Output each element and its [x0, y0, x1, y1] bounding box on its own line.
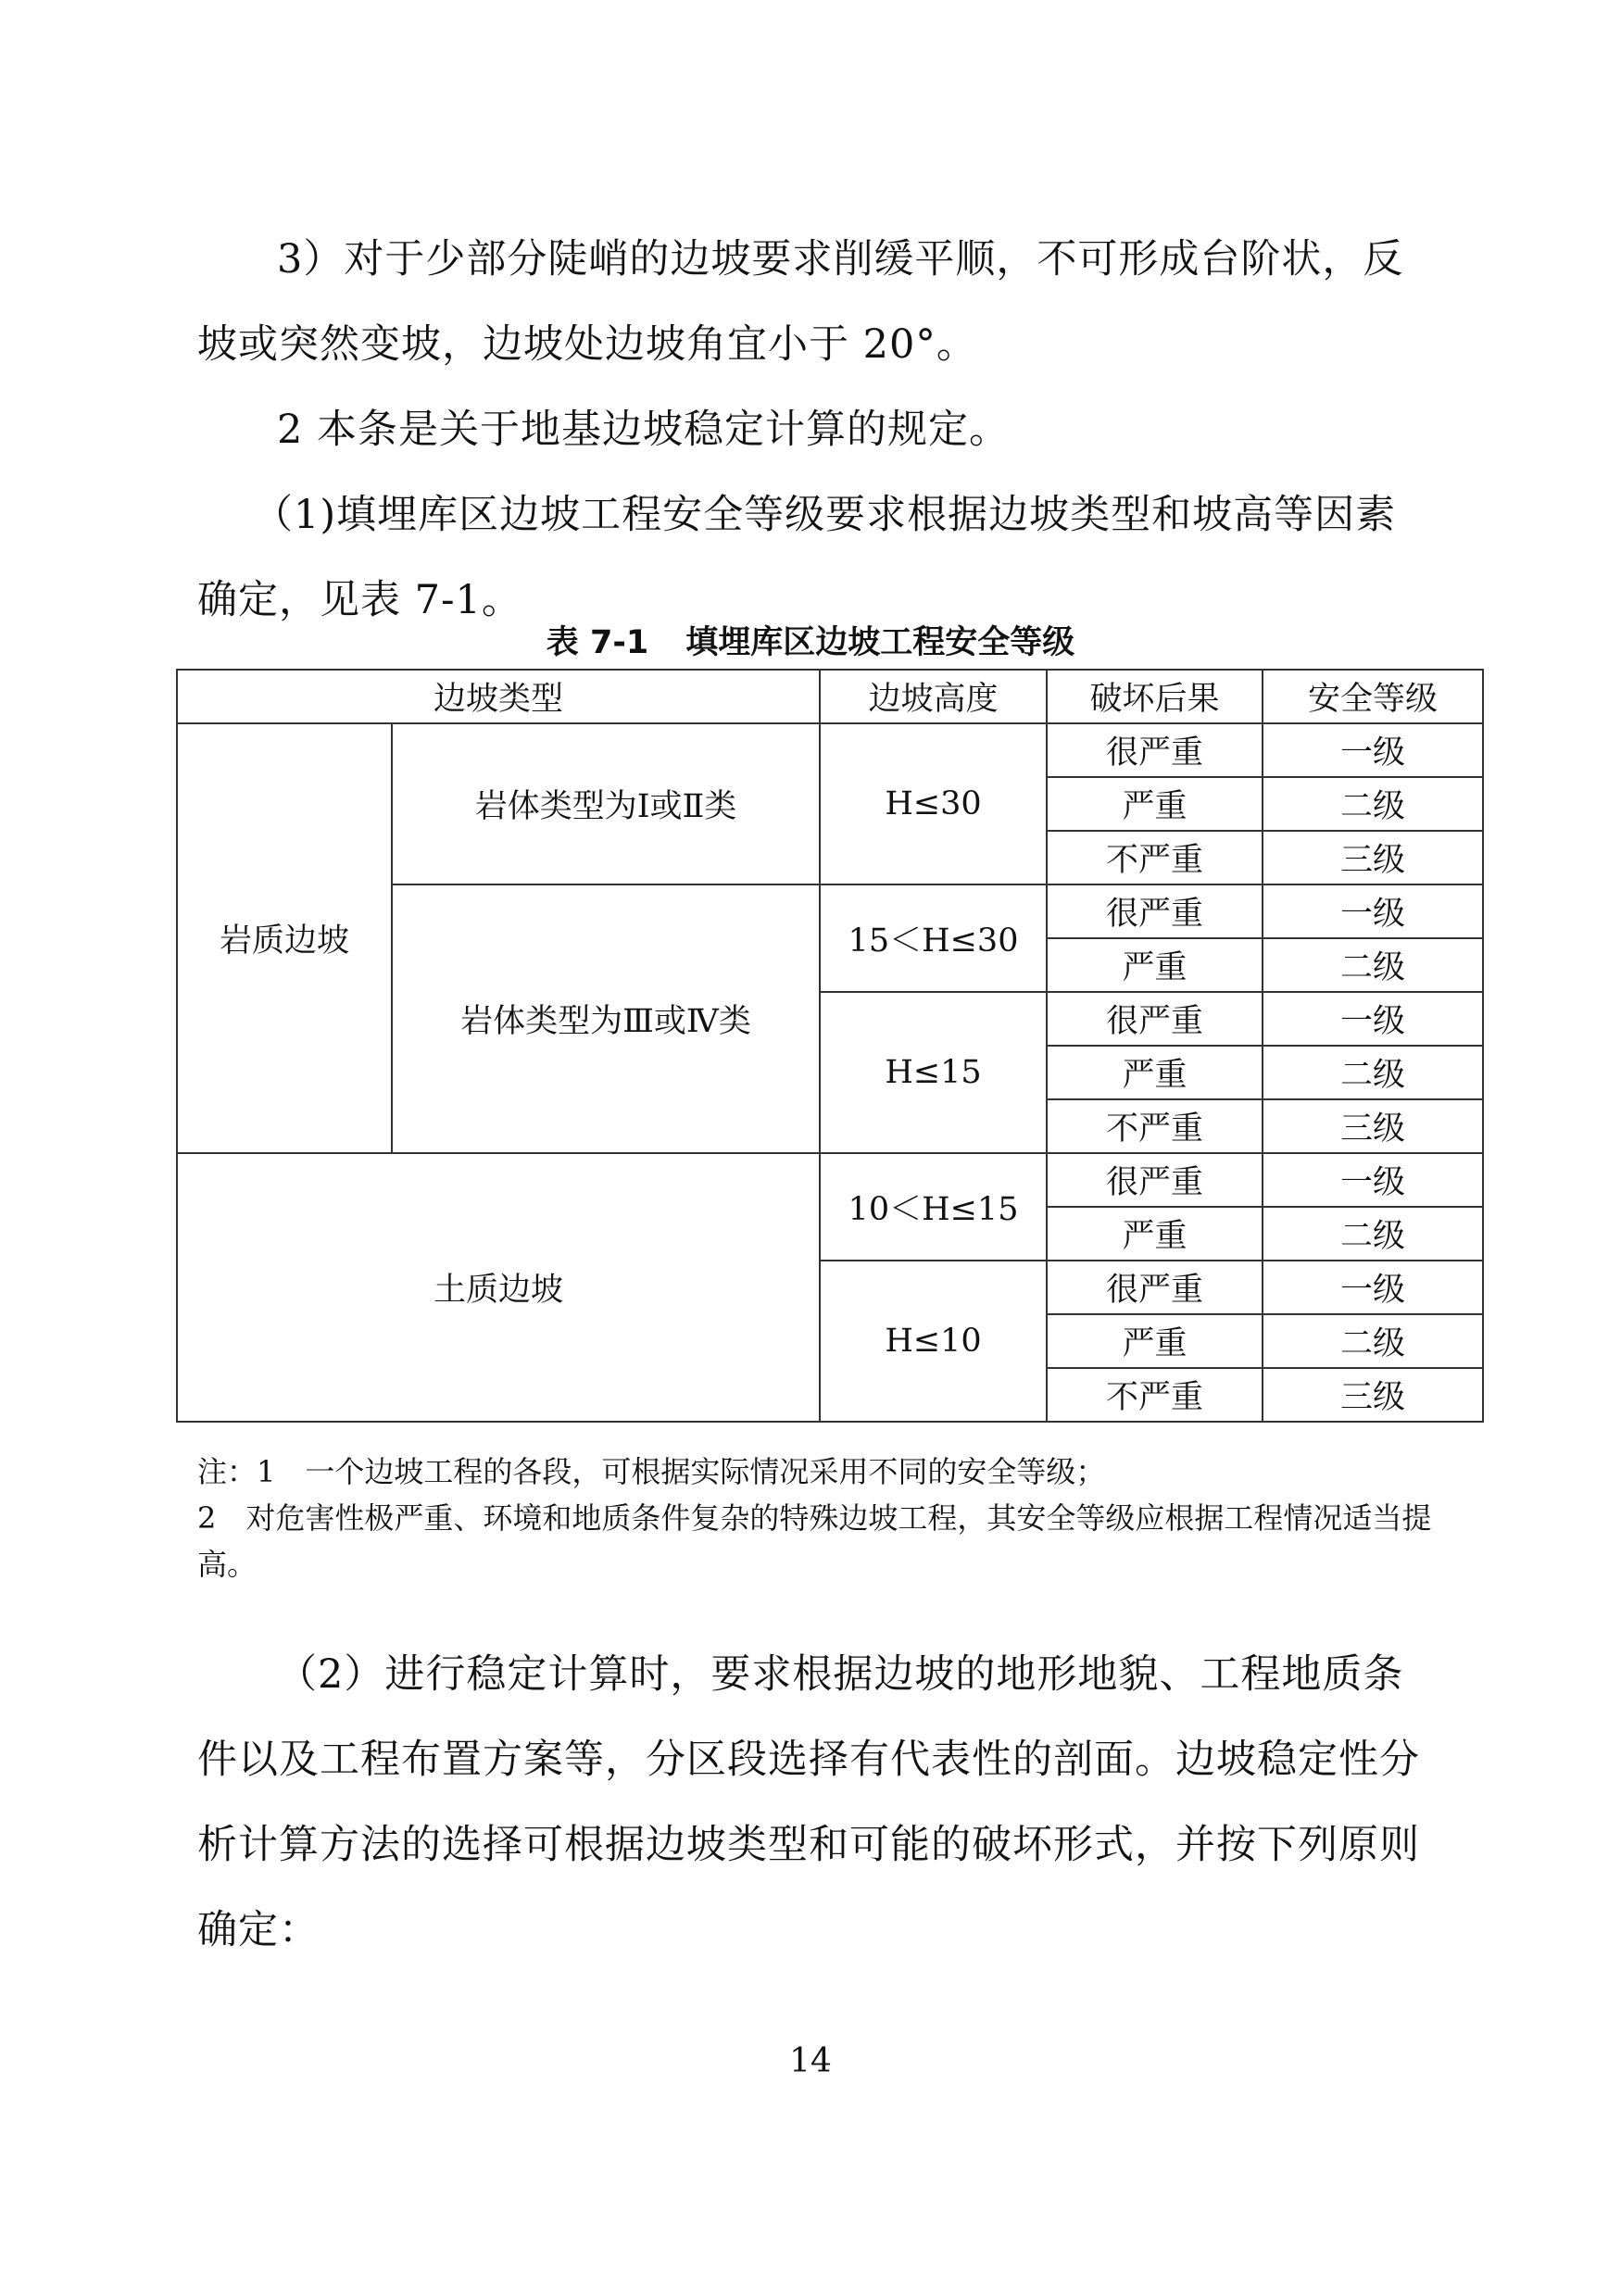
table-note-1: 注：1 一个边坡工程的各段，可根据实际情况采用不同的安全等级； [197, 1454, 1106, 1489]
height-cell: 10＜H≤15 [820, 1153, 1047, 1261]
height-cell: H≤30 [820, 723, 1047, 885]
table-note-2: 2 对危害性极严重、环境和地质条件复杂的特殊边坡工程，其安全等级应根据工程情况适当提高。 [197, 1500, 1432, 1582]
table-caption-title: 填埋库区边坡工程安全等级 [685, 624, 1075, 661]
grade-cell: 三级 [1263, 1099, 1483, 1153]
paragraph-text: 2 本条是关于地基边坡稳定计算的规定。 [277, 407, 1011, 453]
table-header-row [177, 670, 1483, 723]
grade-cell: 二级 [1263, 1314, 1483, 1368]
subgroup-rock-type-3-4: 岩体类型为Ⅲ或Ⅳ类 [392, 885, 820, 1153]
header-safety-grade: 安全等级 [1263, 670, 1483, 723]
paragraph-calculation-method [197, 1632, 1429, 1973]
consequence-cell: 很严重 [1047, 723, 1263, 777]
paragraph-text: （1)填埋库区边坡工程安全等级要求根据边坡类型和坡高等因素确定，见表 7-1。 [197, 492, 1397, 623]
consequence-cell: 很严重 [1047, 885, 1263, 938]
group-soil-slope: 土质边坡 [177, 1153, 820, 1422]
table-caption [0, 617, 1621, 669]
grade-cell: 二级 [1263, 777, 1483, 831]
consequence-cell: 严重 [1047, 1046, 1263, 1099]
grade-cell: 三级 [1263, 1368, 1483, 1422]
grade-cell: 一级 [1263, 1153, 1483, 1207]
grade-cell: 二级 [1263, 1207, 1483, 1261]
grade-cell: 一级 [1263, 723, 1483, 777]
header-slope-height: 边坡高度 [820, 670, 1047, 723]
grade-cell: 三级 [1263, 831, 1483, 885]
table-caption-number: 表 7-1 [546, 624, 649, 661]
consequence-cell: 严重 [1047, 1207, 1263, 1261]
consequence-cell: 很严重 [1047, 1153, 1263, 1207]
grade-cell: 一级 [1263, 1261, 1483, 1314]
consequence-cell: 很严重 [1047, 1261, 1263, 1314]
consequence-cell: 严重 [1047, 777, 1263, 831]
grade-cell: 一级 [1263, 885, 1483, 938]
consequence-cell: 不严重 [1047, 1099, 1263, 1153]
group-rock-slope: 岩质边坡 [177, 723, 392, 1153]
safety-grade-table [176, 669, 1484, 1423]
consequence-cell: 很严重 [1047, 992, 1263, 1046]
consequence-cell: 严重 [1047, 1314, 1263, 1368]
consequence-cell: 不严重 [1047, 1368, 1263, 1422]
grade-cell: 二级 [1263, 938, 1483, 992]
header-slope-type: 边坡类型 [177, 670, 820, 723]
height-cell: H≤15 [820, 992, 1047, 1153]
paragraph-text: 3）对于少部分陡峭的边坡要求削缓平顺，不可形成台阶状，反坡或突然变坡，边坡处边坡角宜小于 20°。 [197, 236, 1404, 368]
subgroup-rock-type-1-2: 岩体类型为Ⅰ或Ⅱ类 [392, 723, 820, 885]
header-failure-consequence: 破坏后果 [1047, 670, 1263, 723]
grade-cell: 二级 [1263, 1046, 1483, 1099]
paragraph-stability-rule [197, 387, 1429, 472]
consequence-cell: 不严重 [1047, 831, 1263, 885]
page-number: 14 [789, 2042, 832, 2080]
table-row [177, 1153, 1483, 1207]
grade-cell: 一级 [1263, 992, 1483, 1046]
height-cell: 15＜H≤30 [820, 885, 1047, 992]
table-row [177, 723, 1483, 777]
paragraph-slope-flattening [197, 217, 1429, 387]
consequence-cell: 严重 [1047, 938, 1263, 992]
paragraph-text: （2）进行稳定计算时，要求根据边坡的地形地貌、工程地质条件以及工程布置方案等，分区段选择有代表性的剖面。边坡稳定性分析计算方法的选择可根据边坡类型和可能的破坏形式，并按下列原则确定： [197, 1651, 1420, 1953]
height-cell: H≤10 [820, 1261, 1047, 1422]
